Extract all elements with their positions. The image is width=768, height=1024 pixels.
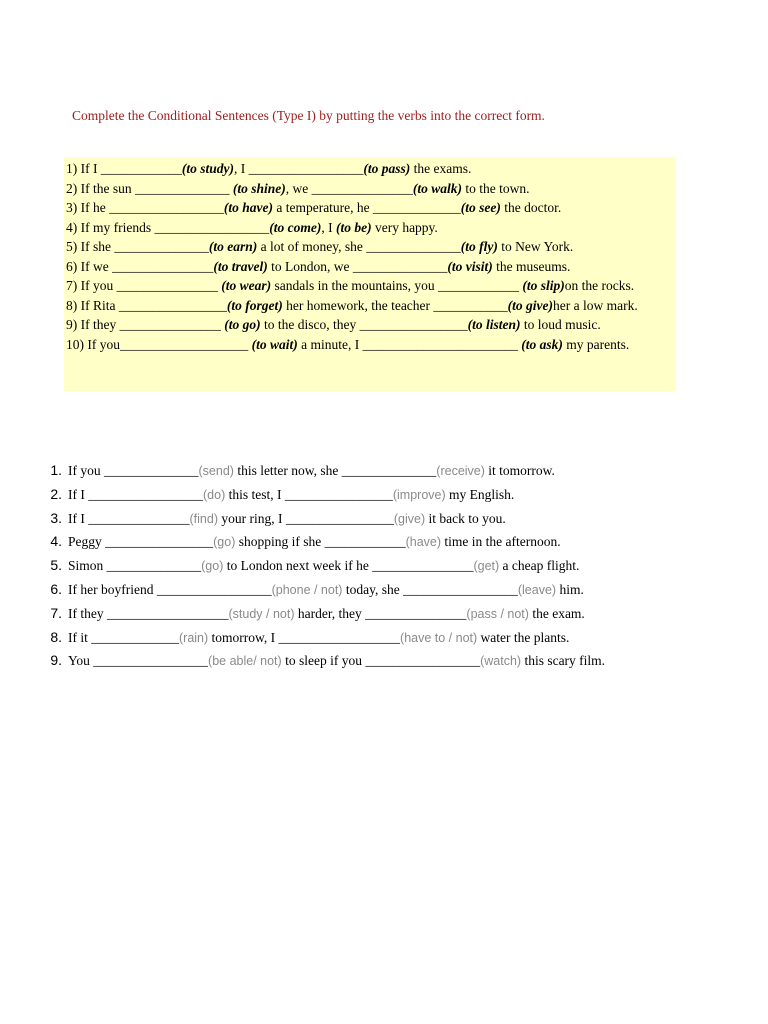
- text: 4) If my friends _________________: [66, 219, 270, 235]
- text: to London, we ______________: [267, 258, 448, 274]
- text: the museums.: [492, 258, 571, 274]
- text: , I: [321, 219, 336, 235]
- item-number: 5.: [50, 557, 62, 574]
- exercise-2-item: [40, 557, 660, 576]
- text: If you ______________: [68, 463, 199, 478]
- text: Peggy ________________: [68, 534, 214, 550]
- verb-hint: (get): [473, 559, 500, 574]
- text: 2) If the sun ______________: [66, 180, 233, 196]
- verb-hint: (send): [198, 464, 234, 478]
- text: shopping if she ____________: [235, 534, 406, 550]
- verb-hint: (find): [189, 511, 218, 526]
- text: , I _________________: [233, 161, 364, 176]
- text: my English.: [445, 486, 515, 502]
- verb-hint: (to wear): [221, 278, 272, 293]
- item-number: 7.: [50, 604, 62, 621]
- text: to the town.: [462, 180, 530, 196]
- verb-hint: (rain): [179, 630, 209, 645]
- text: 8) If Rita ________________: [66, 297, 227, 313]
- verb-hint: (improve): [392, 487, 446, 502]
- text: to loud music.: [520, 317, 601, 332]
- exercise-1-item: [66, 257, 674, 277]
- verb-hint: (to visit): [447, 258, 493, 274]
- text: Simon ______________: [68, 558, 202, 574]
- item-number: 1.: [50, 462, 62, 478]
- text: water the plants.: [477, 629, 570, 645]
- verb-hint: (to listen): [467, 317, 521, 332]
- text: her a low mark.: [553, 297, 638, 313]
- verb-hint: (to give): [507, 297, 554, 313]
- text: him.: [556, 581, 584, 597]
- exercise-2-item: [40, 486, 660, 505]
- verb-hint: (phone / not): [271, 582, 343, 597]
- text: 9) If they _______________: [66, 317, 225, 332]
- text: If I _______________: [68, 510, 190, 526]
- verb-hint: (do): [203, 487, 226, 502]
- verb-hint: (to come): [269, 219, 322, 235]
- exercise-1-item: [66, 335, 674, 355]
- verb-hint: (to go): [224, 317, 261, 332]
- exercise-1-item: [66, 179, 674, 199]
- text: your ring, I ________________: [217, 510, 394, 526]
- text: this letter now, she ______________: [233, 463, 437, 478]
- verb-hint: (to earn): [208, 239, 258, 254]
- verb-hint: (have to / not): [400, 630, 478, 645]
- verb-hint: (receive): [436, 464, 485, 478]
- text: , we _______________: [285, 180, 413, 196]
- exercise-2-item: [40, 629, 660, 648]
- exercise-2-item: [40, 533, 660, 552]
- verb-hint: (have): [405, 535, 442, 550]
- exercise-1-item: [66, 159, 674, 179]
- text: 5) If she ______________: [66, 239, 209, 254]
- exercise-1-item: [66, 198, 674, 218]
- text: sandals in the mountains, you ____________: [271, 278, 523, 293]
- exercise-2-item: [40, 510, 660, 529]
- verb-hint: (be able/ not): [208, 654, 282, 669]
- item-number: 3.: [50, 509, 62, 526]
- exercise-2-list: [40, 462, 660, 676]
- text: to New York.: [497, 239, 574, 254]
- text: 1) If I ____________: [66, 161, 182, 176]
- text: 3) If he _________________: [66, 200, 224, 215]
- verb-hint: (pass / not): [466, 606, 529, 621]
- verb-hint: (to study): [181, 161, 234, 176]
- text: on the rocks.: [564, 278, 635, 293]
- text: today, she _________________: [342, 581, 518, 597]
- verb-hint: (to ask): [521, 336, 563, 352]
- text: to sleep if you _________________: [281, 653, 481, 669]
- exercise-2-item: [40, 652, 660, 671]
- text: tomorrow, I __________________: [208, 629, 401, 645]
- verb-hint: (to wait): [251, 336, 298, 352]
- text: a temperature, he _____________: [272, 200, 461, 215]
- text: to London next week if he _______________: [223, 558, 474, 574]
- verb-hint: (to shine): [232, 180, 286, 196]
- exercise-1-item: [66, 237, 674, 257]
- exercise-1-box: [64, 157, 676, 391]
- exercise-1-item: [66, 296, 674, 316]
- verb-hint: (to have): [223, 200, 273, 215]
- item-number: 6.: [50, 580, 62, 597]
- verb-hint: (to pass): [363, 161, 411, 176]
- text: the doctor.: [500, 200, 562, 215]
- text: a minute, I _______________________: [297, 336, 522, 352]
- verb-hint: (watch): [480, 654, 522, 669]
- text: the exams.: [410, 161, 472, 176]
- text: it tomorrow.: [484, 463, 555, 478]
- verb-hint: (to walk): [412, 180, 462, 196]
- exercise-2-item: [40, 581, 660, 600]
- item-number: 9.: [50, 652, 62, 669]
- verb-hint: (study / not): [228, 606, 295, 621]
- text: very happy.: [371, 219, 438, 235]
- exercise-2-item: [40, 462, 660, 481]
- verb-hint: (leave): [517, 582, 557, 597]
- item-number: 2.: [50, 485, 62, 502]
- text: If I _________________: [68, 486, 203, 502]
- text: harder, they _______________: [294, 605, 467, 621]
- verb-hint: (to fly): [460, 239, 498, 254]
- text: You _________________: [68, 653, 209, 669]
- text: 7) If you _______________: [66, 278, 222, 293]
- item-number: 4.: [50, 533, 62, 550]
- text: her homework, the teacher ___________: [282, 297, 508, 313]
- verb-hint: (to forget): [226, 297, 283, 313]
- exercise-2-item: [40, 605, 660, 624]
- item-number: 8.: [50, 628, 62, 645]
- verb-hint: (give): [393, 511, 426, 526]
- text: a lot of money, she ______________: [257, 239, 461, 254]
- instruction-heading: Complete the Conditional Sentences (Type I) by putting the verbs into the correct form.: [72, 108, 545, 123]
- text: my parents.: [562, 336, 630, 352]
- text: If it _____________: [68, 629, 179, 645]
- text: this test, I ________________: [225, 486, 393, 502]
- exercise-1-item: [66, 218, 674, 238]
- text: 6) If we _______________: [66, 258, 214, 274]
- text: time in the afternoon.: [441, 534, 561, 550]
- text: it back to you.: [425, 510, 506, 526]
- exercise-1-item: [66, 315, 674, 335]
- text: a cheap flight.: [499, 558, 580, 574]
- verb-hint: (go): [201, 559, 224, 574]
- verb-hint: (to slip): [522, 278, 565, 293]
- text: to the disco, they ________________: [260, 317, 468, 332]
- text: this scary film.: [521, 653, 606, 669]
- text: If they __________________: [68, 605, 229, 621]
- verb-hint: (to travel): [213, 258, 268, 274]
- verb-hint: (go): [213, 535, 236, 550]
- verb-hint: (to be): [335, 219, 372, 235]
- text: 10) If you___________________: [66, 336, 252, 352]
- exercise-1-item: [66, 276, 674, 296]
- verb-hint: (to see): [460, 200, 501, 215]
- text: the exam.: [528, 605, 585, 621]
- text: If her boyfriend _________________: [68, 581, 272, 597]
